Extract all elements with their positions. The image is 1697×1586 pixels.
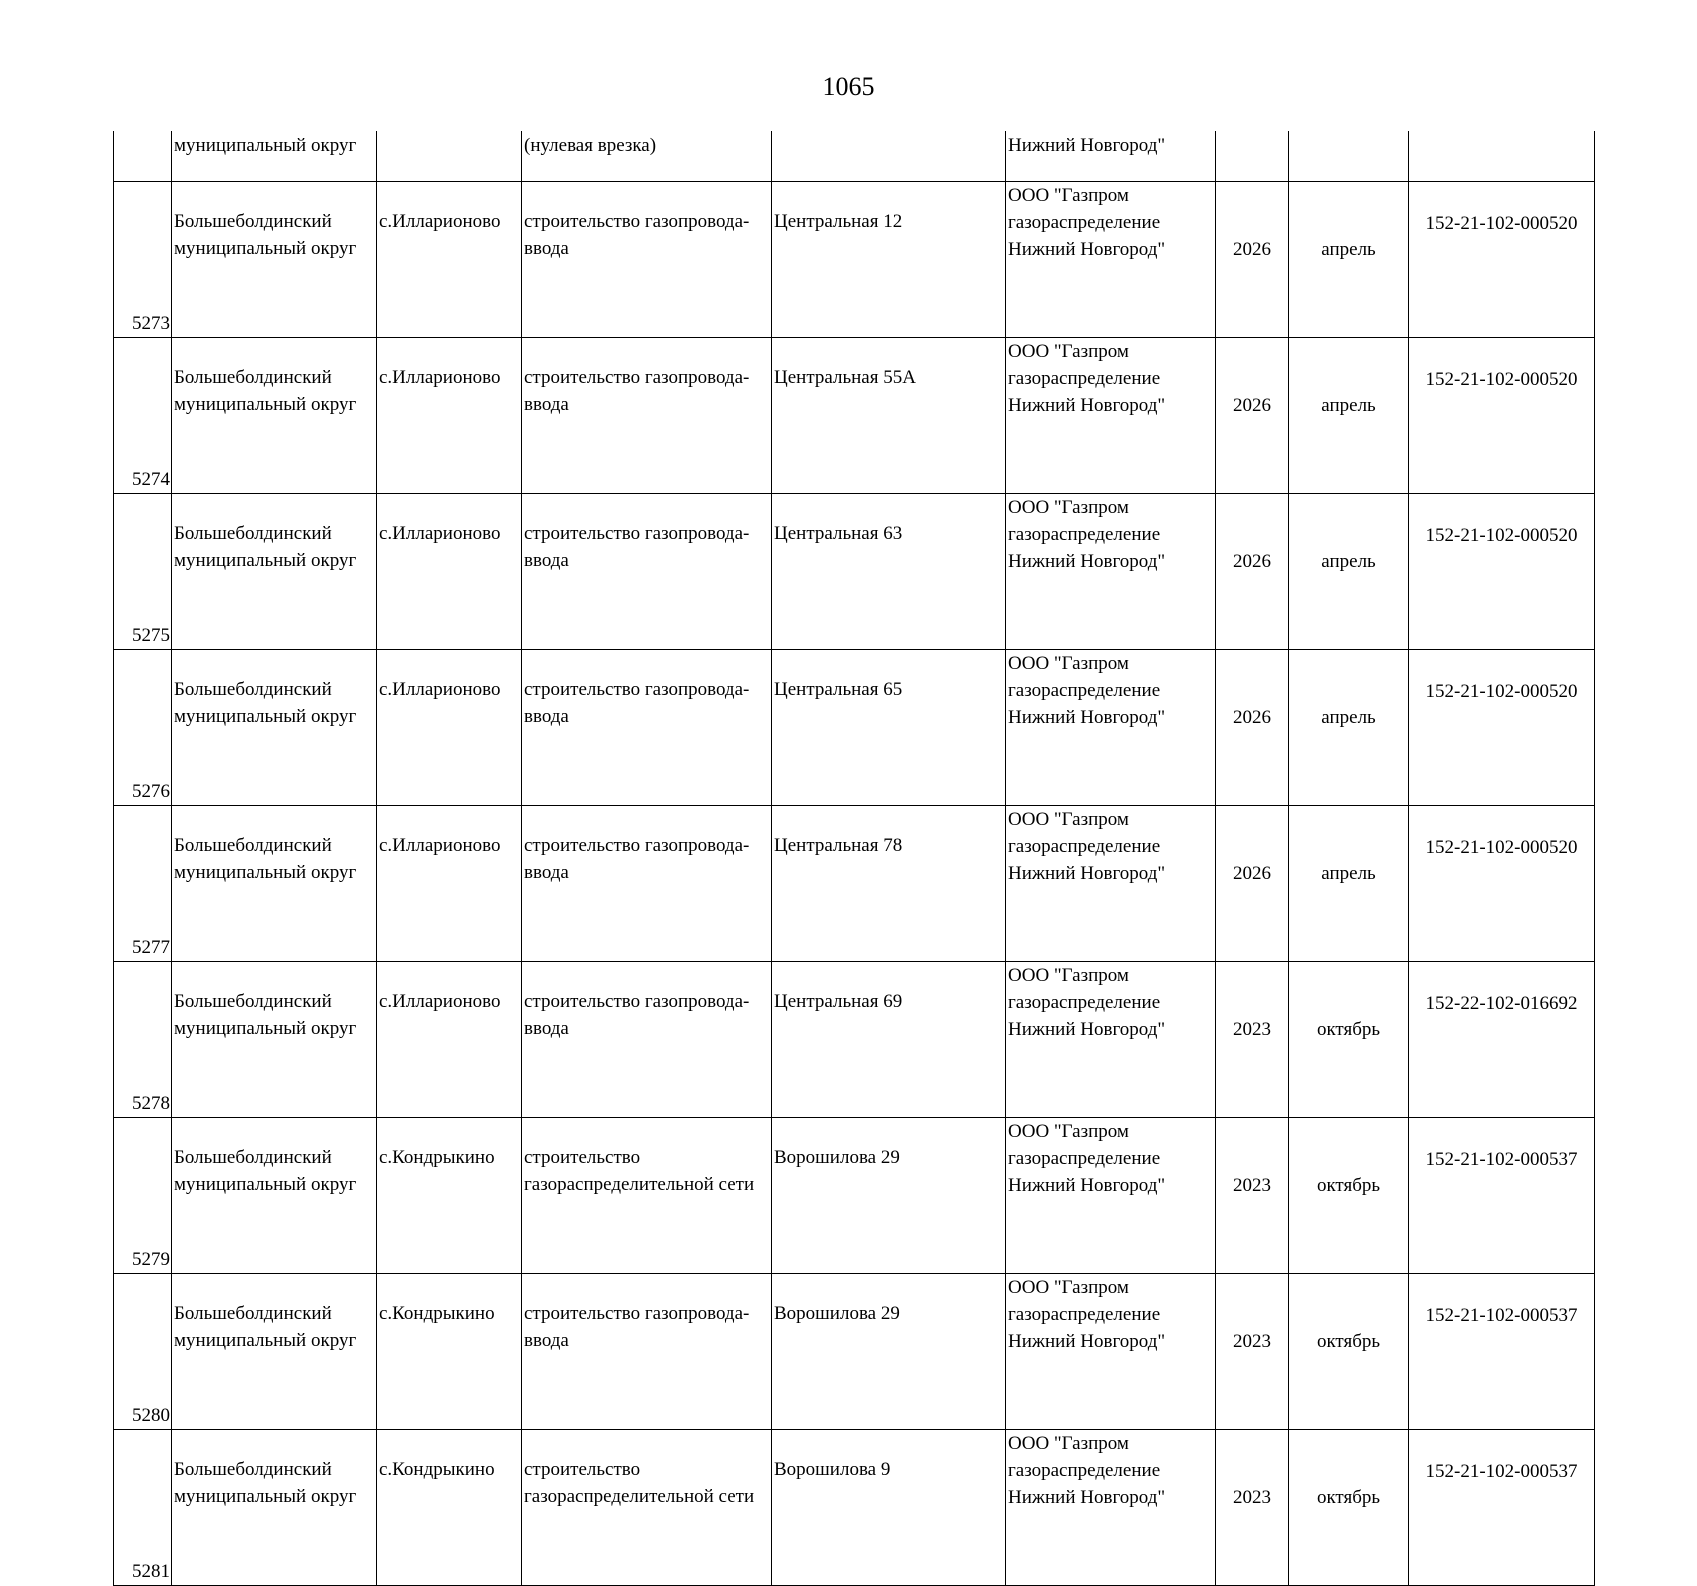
district-cell-line: муниципальный округ <box>174 1330 357 1351</box>
table-row <box>114 182 1595 338</box>
year-cell: 2023 <box>1216 962 1289 1118</box>
work-cell-line: газораспределительной сети <box>524 1486 755 1507</box>
work-cell-line: ввода <box>524 238 569 259</box>
organization-cell-line: ООО "Газпром <box>1008 965 1129 986</box>
code-cell: 152-21-102-000537 <box>1409 1118 1595 1274</box>
month-cell <box>1289 131 1409 182</box>
organization-cell-line: газораспределение <box>1008 1460 1161 1481</box>
organization-cell: Нижний Новгород" <box>1006 131 1216 182</box>
organization-cell-line: Нижний Новгород" <box>1008 1487 1166 1508</box>
work-cell <box>522 1430 772 1586</box>
organization-cell-line: ООО "Газпром <box>1008 809 1129 830</box>
continuation-row <box>114 131 1595 182</box>
district-cell-line: муниципальный округ <box>174 394 357 415</box>
month-cell: октябрь <box>1289 1274 1409 1430</box>
work-cell-line: строительство газопровода- <box>524 835 750 856</box>
work-cell <box>522 650 772 806</box>
address-cell: Центральная 69 <box>772 962 1006 1118</box>
work-cell-line: строительство газопровода- <box>524 991 750 1012</box>
work-cell <box>522 182 772 338</box>
work-cell <box>522 962 772 1118</box>
district-cell: муниципальный округ <box>172 131 377 182</box>
organization-cell-line: газораспределение <box>1008 524 1161 545</box>
district-cell-line: муниципальный округ <box>174 1486 357 1507</box>
code-cell: 152-21-102-000520 <box>1409 338 1595 494</box>
year-cell: 2026 <box>1216 182 1289 338</box>
address-cell: Ворошилова 29 <box>772 1118 1006 1274</box>
row-number-cell: 5273 <box>114 182 172 338</box>
organization-cell-line: ООО "Газпром <box>1008 1277 1129 1298</box>
month-cell: октябрь <box>1289 1430 1409 1586</box>
year-cell: 2026 <box>1216 338 1289 494</box>
organization-cell-line: ООО "Газпром <box>1008 1121 1129 1142</box>
row-number-cell: 5279 <box>114 1118 172 1274</box>
village-cell: с.Илларионово <box>377 962 522 1118</box>
row-number-cell: 5278 <box>114 962 172 1118</box>
code-cell: 152-21-102-000537 <box>1409 1274 1595 1430</box>
work-cell-line: строительство газопровода- <box>524 367 750 388</box>
code-cell: 152-21-102-000520 <box>1409 806 1595 962</box>
organization-cell <box>1006 1430 1216 1586</box>
organization-cell-line: газораспределение <box>1008 1148 1161 1169</box>
district-cell <box>172 1430 377 1586</box>
table-row <box>114 650 1595 806</box>
work-cell <box>522 1118 772 1274</box>
work-cell-line: строительство газопровода- <box>524 523 750 544</box>
table-row <box>114 494 1595 650</box>
village-cell: с.Илларионово <box>377 338 522 494</box>
district-cell-line: Большеболдинский <box>174 367 332 388</box>
code-cell: 152-21-102-000520 <box>1409 650 1595 806</box>
month-cell: апрель <box>1289 182 1409 338</box>
organization-cell-line: Нижний Новгород" <box>1008 863 1166 884</box>
work-cell-line: строительство газопровода- <box>524 679 750 700</box>
work-cell <box>522 494 772 650</box>
month-cell: апрель <box>1289 650 1409 806</box>
code-cell: 152-22-102-016692 <box>1409 962 1595 1118</box>
month-cell: апрель <box>1289 338 1409 494</box>
row-number-cell: 5276 <box>114 650 172 806</box>
organization-cell-line: Нижний Новгород" <box>1008 1175 1166 1196</box>
table-row <box>114 1274 1595 1430</box>
district-cell <box>172 1274 377 1430</box>
district-cell-line: муниципальный округ <box>174 862 357 883</box>
registry-table <box>113 131 1595 1586</box>
organization-cell-line: Нижний Новгород" <box>1008 395 1166 416</box>
row-number-cell: 5277 <box>114 806 172 962</box>
table-row <box>114 338 1595 494</box>
code-cell: 152-21-102-000537 <box>1409 1430 1595 1586</box>
organization-cell <box>1006 962 1216 1118</box>
village-cell: с.Илларионово <box>377 806 522 962</box>
district-cell <box>172 962 377 1118</box>
district-cell-line: Большеболдинский <box>174 211 332 232</box>
work-cell-line: ввода <box>524 1018 569 1039</box>
work-cell-line: ввода <box>524 1330 569 1351</box>
organization-cell <box>1006 494 1216 650</box>
village-cell: с.Кондрыкино <box>377 1118 522 1274</box>
organization-cell <box>1006 650 1216 806</box>
district-cell <box>172 650 377 806</box>
row-number-cell: 5280 <box>114 1274 172 1430</box>
organization-cell-line: Нижний Новгород" <box>1008 1331 1166 1352</box>
organization-cell-line: Нижний Новгород" <box>1008 1019 1166 1040</box>
address-cell: Центральная 78 <box>772 806 1006 962</box>
work-cell-line: газораспределительной сети <box>524 1174 755 1195</box>
district-cell-line: муниципальный округ <box>174 706 357 727</box>
table-row <box>114 1430 1595 1586</box>
organization-cell-line: ООО "Газпром <box>1008 185 1129 206</box>
district-cell-line: Большеболдинский <box>174 991 332 1012</box>
organization-cell <box>1006 1274 1216 1430</box>
work-cell-line: ввода <box>524 706 569 727</box>
year-cell: 2026 <box>1216 650 1289 806</box>
district-cell-line: Большеболдинский <box>174 1303 332 1324</box>
organization-cell-line: газораспределение <box>1008 368 1161 389</box>
address-cell: Центральная 55А <box>772 338 1006 494</box>
table-row <box>114 1118 1595 1274</box>
work-cell-line: строительство <box>524 1459 641 1480</box>
work-cell-line: ввода <box>524 394 569 415</box>
row-number-cell: 5274 <box>114 338 172 494</box>
work-cell-line: ввода <box>524 862 569 883</box>
organization-cell-line: газораспределение <box>1008 212 1161 233</box>
month-cell: октябрь <box>1289 1118 1409 1274</box>
organization-cell-line: ООО "Газпром <box>1008 653 1129 674</box>
village-cell: с.Кондрыкино <box>377 1274 522 1430</box>
code-cell: 152-21-102-000520 <box>1409 494 1595 650</box>
address-cell: Ворошилова 29 <box>772 1274 1006 1430</box>
organization-cell-line: газораспределение <box>1008 836 1161 857</box>
organization-cell-line: ООО "Газпром <box>1008 497 1129 518</box>
village-cell: с.Илларионово <box>377 650 522 806</box>
row-number-cell: 5281 <box>114 1430 172 1586</box>
district-cell <box>172 494 377 650</box>
work-cell-line: строительство газопровода- <box>524 211 750 232</box>
village-cell: с.Кондрыкино <box>377 1430 522 1586</box>
year-cell: 2023 <box>1216 1274 1289 1430</box>
district-cell <box>172 182 377 338</box>
organization-cell <box>1006 1118 1216 1274</box>
address-cell: Центральная 65 <box>772 650 1006 806</box>
year-cell: 2023 <box>1216 1118 1289 1274</box>
work-cell-line: ввода <box>524 550 569 571</box>
district-cell-line: муниципальный округ <box>174 1018 357 1039</box>
work-cell <box>522 1274 772 1430</box>
district-cell-line: Большеболдинский <box>174 679 332 700</box>
address-cell: Ворошилова 9 <box>772 1430 1006 1586</box>
month-cell: апрель <box>1289 806 1409 962</box>
row-number-cell: 5275 <box>114 494 172 650</box>
organization-cell-line: газораспределение <box>1008 1304 1161 1325</box>
organization-cell-line: ООО "Газпром <box>1008 1433 1129 1454</box>
work-cell-line: строительство <box>524 1147 641 1168</box>
address-cell: Центральная 63 <box>772 494 1006 650</box>
table-row <box>114 962 1595 1118</box>
month-cell: октябрь <box>1289 962 1409 1118</box>
work-cell-line: строительство газопровода- <box>524 1303 750 1324</box>
year-cell: 2026 <box>1216 494 1289 650</box>
district-cell-line: Большеболдинский <box>174 523 332 544</box>
organization-cell-line: газораспределение <box>1008 680 1161 701</box>
row-number-cell <box>114 131 172 182</box>
district-cell-line: Большеболдинский <box>174 835 332 856</box>
table-row <box>114 806 1595 962</box>
code-cell: 152-21-102-000520 <box>1409 182 1595 338</box>
village-cell: с.Илларионово <box>377 182 522 338</box>
work-cell <box>522 338 772 494</box>
district-cell-line: Большеболдинский <box>174 1459 332 1480</box>
organization-cell <box>1006 182 1216 338</box>
district-cell <box>172 338 377 494</box>
address-cell: Центральная 12 <box>772 182 1006 338</box>
year-cell: 2026 <box>1216 806 1289 962</box>
month-cell: апрель <box>1289 494 1409 650</box>
organization-cell-line: газораспределение <box>1008 992 1161 1013</box>
organization-cell-line: Нижний Новгород" <box>1008 707 1166 728</box>
village-cell: с.Илларионово <box>377 494 522 650</box>
organization-cell <box>1006 338 1216 494</box>
organization-cell-line: Нижний Новгород" <box>1008 239 1166 260</box>
district-cell <box>172 806 377 962</box>
code-cell <box>1409 131 1595 182</box>
work-cell <box>522 806 772 962</box>
organization-cell <box>1006 806 1216 962</box>
year-cell <box>1216 131 1289 182</box>
organization-cell-line: Нижний Новгород" <box>1008 551 1166 572</box>
year-cell: 2023 <box>1216 1430 1289 1586</box>
organization-cell-line: ООО "Газпром <box>1008 341 1129 362</box>
district-cell-line: муниципальный округ <box>174 1174 357 1195</box>
district-cell-line: Большеболдинский <box>174 1147 332 1168</box>
address-cell <box>772 131 1006 182</box>
district-cell-line: муниципальный округ <box>174 550 357 571</box>
work-cell: (нулевая врезка) <box>522 131 772 182</box>
page-number: 1065 <box>822 72 875 101</box>
district-cell-line: муниципальный округ <box>174 238 357 259</box>
district-cell <box>172 1118 377 1274</box>
village-cell <box>377 131 522 182</box>
